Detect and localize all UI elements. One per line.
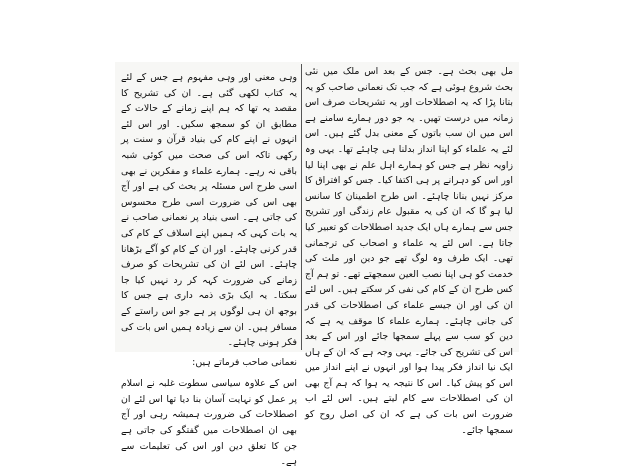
left-column-intro: وہی معنی اور وہی مفہوم ہے جس کے لئے یہ کتاب لکھی گئی ہے۔ ان کی تشریح کا مقصد یہ تھا کہ ہم اپنے زمانے کے حالات کے مطابق ان کو سمجھ سکیں۔ اور اس لئے انہوں نے اپنے کام کی بنیاد قرآن و سنت پر رکھی تاکہ اس کی صحت میں کوئی شبہ باقی نہ رہے۔ ہمارے علماء و مفکرین نے بھی اسی طرح اس مسئلہ پر بحث کی ہے اور آج بھی اس کی ضرورت اسی طرح محسوس کی جاتی ہے۔ اسی بنیاد پر نعمانی صاحب نے یہ بات کہی کہ ہمیں اپنے اسلاف کے کام کی قدر کرنی چاہئے۔ اور ان کے کام کو آگے بڑھانا چاہئے۔ اس لئے ان کی تشریحات کو صرف زمانے کی ضرورت کہہ کر رد نہیں کیا جا سکتا۔ یہ ایک بڑی ذمہ داری ہے جس کا بوجھ ان ہی لوگوں پر ہے جو اس راستے کے مسافر ہیں۔ ان سے زیادہ ہمیں اس بات کی فکر ہونی چاہئے۔ (121, 72, 297, 349)
right-column-text: مل بھی بحث ہے۔ جس کے بعد اس ملک میں نئی بحث شروع ہوئی ہے کہ جب تک نعمانی صاحب کو یہ بتانا پڑا کہ یہ اصطلاحات اور یہ تشریحات صرف اس زمانہ میں درست تھیں۔ یہ جو دور ہمارے سامنے ہے اس میں ان سب باتوں کے معنی بدل گئے ہیں۔ اس لئے یہ علماء کو اپنا انداز بدلنا ہی چاہئے تھا۔ یہی وہ زاویہ نظر ہے جس کو ہمارے اہل علم نے بھی اپنا لیا اور اس کو دہرانے پر ہی اکتفا کیا۔ جس کو افتراق کا مرکز نہیں بنانا چاہئے۔ اس طرح اطمینان کا سانس لیا ہو گا کہ ان کی یہ مقبول عام زندگی اور تشریح جس سے ہمارے ہاں ایک جدید اصطلاحات کو تعبیر کیا جاتا ہے۔ اس لئے یہ علماء و اصحاب کی ترجمانی تھی۔ ایک طرف وہ لوگ تھے جو دین اور ملت کی خدمت کو ہی اپنا نصب العین سمجھتے تھے۔ تو ہم آج کس طرح ان کے کام کی نفی کر سکتے ہیں۔ اس لئے ان کی اور ان جیسے علماء کی اصطلاحات کی قدر کی جانی چاہئے۔ ہمارے علماء کا موقف یہ ہے کہ دین کو سب سے پہلے سمجھا جائے اور اس کے بعد اس کی تشریح کی جائے۔ یہی وجہ ہے کہ ان کے ہاں ایک نیا انداز فکر پیدا ہوا اور انہوں نے اپنے انداز میں اس کو پیش کیا۔ اس کا نتیجہ یہ ہوا کہ ہم آج بھی ان کی اصطلاحات سے کام لیتے ہیں۔ اس لئے اب ضرورت اس بات کی ہے کہ ان کی اصل روح کو سمجھا جائے۔ (305, 66, 513, 436)
left-column-subhead: نعمانی صاحب فرماتے ہیں: (192, 356, 297, 368)
column-divider (301, 64, 302, 350)
left-column-quote: اس کے علاوہ سیاسی سطوت غلبہ نے اسلام پر عمل کو نہایت آسان بنا دیا تھا اس لئے ان اصطلاحات کی ضرورت ہمیشہ رہی اور آج بھی ان اصطلاحات میں گفتگو کی جاتی ہے جن کا تعلق دین اور اس کی تعلیمات سے ہے۔ (121, 378, 297, 468)
article-right-column (305, 62, 513, 436)
article-left-column (121, 62, 297, 468)
newspaper-clipping (115, 62, 519, 468)
